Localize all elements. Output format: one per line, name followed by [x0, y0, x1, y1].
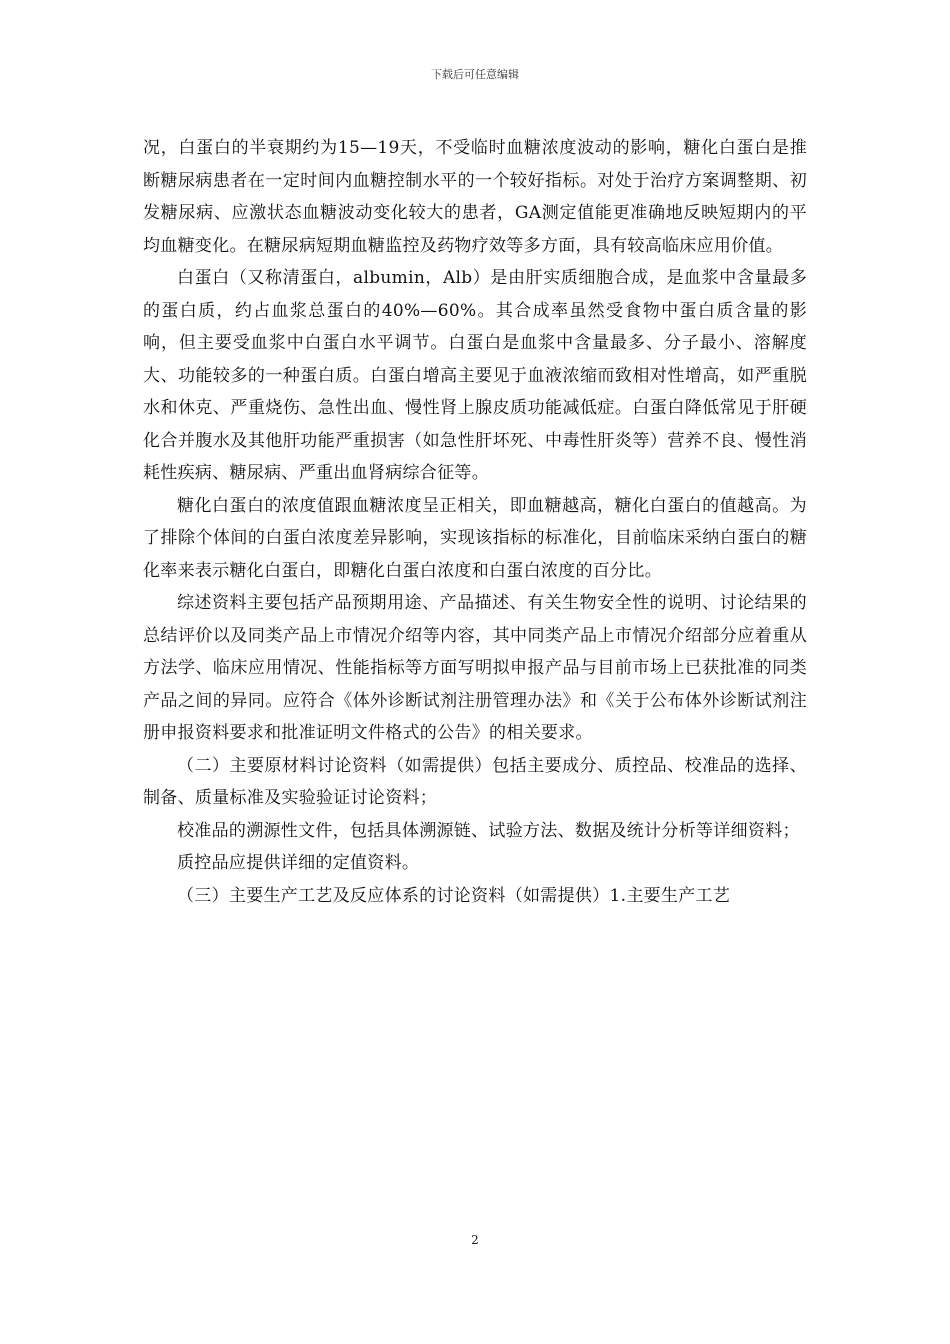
paragraph-albumin: 白蛋白（又称清蛋白，albumin，Alb）是由肝实质细胞合成，是血浆中含量最多的蛋白质，约占血浆总蛋白的40%—60%。其合成率虽然受食物中蛋白质含量的影响，但主要受血浆中白蛋白水平调节。白蛋白是血浆中含量最多、分子最小、溶解度大、功能较多的一种蛋白质。白蛋白增高主要见于血液浓缩而致相对性增高，如严重脱水和休克、严重烧伤、急性出血、慢性肾上腺皮质功能减低症。白蛋白降低常见于肝硬化合并腹水及其他肝功能严重损害（如急性肝坏死、中毒性肝炎等）营养不良、慢性消耗性疾病、糖尿病、严重出血肾病综合征等。 — [143, 268, 807, 483]
page-header: 下载后可任意编辑 — [431, 68, 519, 81]
paragraph-production-process: （三）主要生产工艺及反应体系的讨论资料（如需提供）1.主要生产工艺 — [177, 885, 731, 906]
document-body — [143, 132, 807, 912]
paragraph-continued: 况，白蛋白的半衰期约为15—19天，不受临时血糖浓度波动的影响，糖化白蛋白是推断糖尿病患者在一定时间内血糖控制水平的一个较好指标。对处于治疗方案调整期、初发糖尿病、应激状态血糖波动变化较大的患者，GA测定值能更准确地反映短期内的平均血糖变化。在糖尿病短期血糖监控及药物疗效等多方面，具有较高临床应用价值。 — [143, 138, 807, 256]
page-number: 2 — [471, 1233, 479, 1247]
paragraph-raw-materials: （二）主要原材料讨论资料（如需提供）包括主要成分、质控品、校准品的选择、制备、质量标准及实验验证讨论资料； — [143, 755, 807, 808]
paragraph-quality-control: 质控品应提供详细的定值资料。 — [177, 853, 420, 873]
paragraph-glycated-albumin: 糖化白蛋白的浓度值跟血糖浓度呈正相关，即血糖越高，糖化白蛋白的值越高。为了排除个体间的白蛋白浓度差异影响，实现该指标的标准化，目前临床采纳白蛋白的糖化率来表示糖化白蛋白，即糖化白蛋白浓度和白蛋白浓度的百分比。 — [143, 495, 807, 581]
paragraph-calibrator-traceability: 校准品的溯源性文件，包括具体溯源链、试验方法、数据及统计分析等详细资料； — [177, 820, 800, 841]
paragraph-summary-materials: 综述资料主要包括产品预期用途、产品描述、有关生物安全性的说明、讨论结果的总结评价以及同类产品上市情况介绍等内容，其中同类产品上市情况介绍部分应着重从方法学、临床应用情况、性能指标等方面写明拟申报产品与目前市场上已获批准的同类产品之间的异同。应符合《体外诊断试剂注册管理办法》和《关于公布体外诊断试剂注册申报资料要求和批准证明文件格式的公告》的相关要求。 — [143, 593, 807, 743]
